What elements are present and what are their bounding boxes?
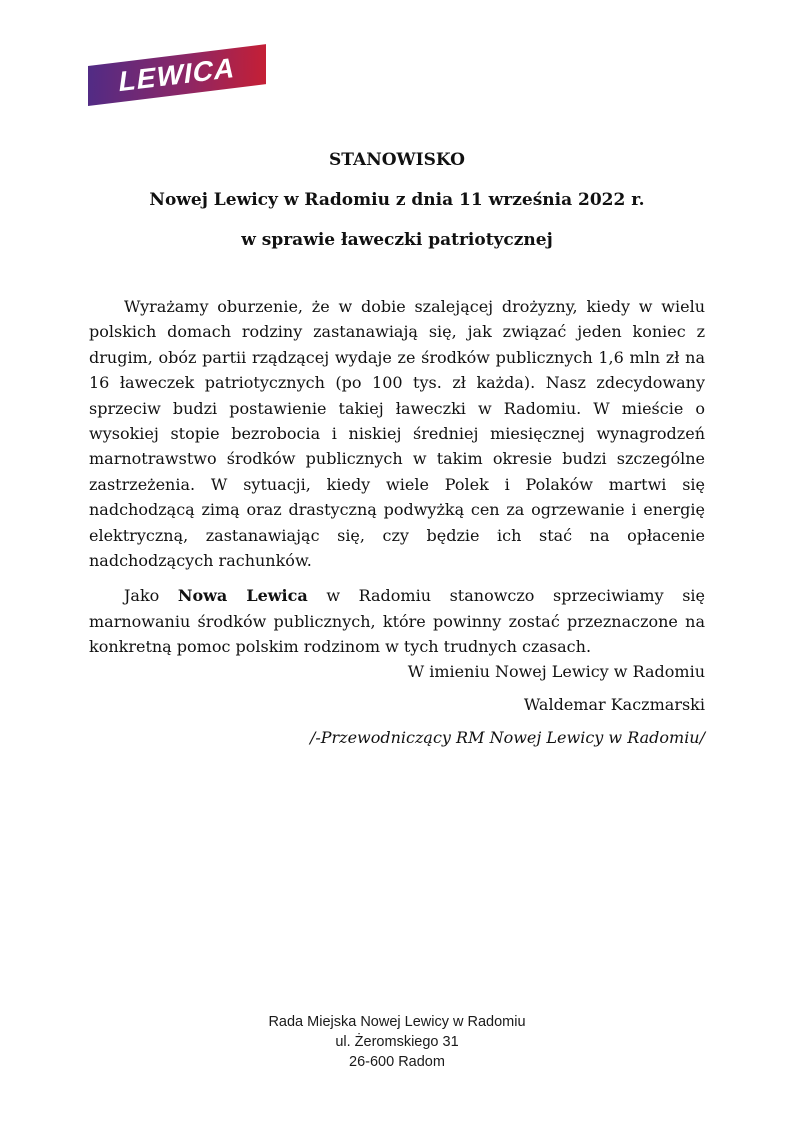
paragraph-2-rest: w Radomiu stanowczo sprzeciwiamy się marnowaniu środków publicznych, które powinny zostać przeznaczone na konkretną pomoc polskim rodzinom w tych trudnych czasach. xyxy=(89,586,705,657)
title-line-stanowisko: STANOWISKO xyxy=(329,150,465,170)
lewica-logo-text: LEWICA xyxy=(116,51,238,98)
paragraph-2-bold-party-name: Nowa Lewica xyxy=(177,586,308,606)
signature-role: /-Przewodniczący RM Nowej Lewicy w Radomiu/ xyxy=(309,728,705,747)
lewica-logo xyxy=(88,44,266,106)
footer-street: ul. Żeromskiego 31 xyxy=(335,1034,459,1050)
title-line-subject: w sprawie ławeczki patriotycznej xyxy=(241,230,553,250)
signature-on-behalf: W imieniu Nowej Lewicy w Radomiu xyxy=(407,662,705,681)
paragraph-2 xyxy=(89,583,705,659)
footer-address xyxy=(0,1012,794,1072)
signature-block xyxy=(89,655,705,754)
signature-name: Waldemar Kaczmarski xyxy=(523,695,705,714)
document-body xyxy=(89,294,705,670)
footer-org-name: Rada Miejska Nowej Lewicy w Radomiu xyxy=(268,1014,526,1030)
footer-city: 26-600 Radom xyxy=(349,1054,445,1070)
document-title-block xyxy=(0,140,794,260)
paragraph-1: Wyrażamy oburzenie, że w dobie szalejącej drożyzny, kiedy w wielu polskich domach rodziny zastanawiają się, jak związać jeden koniec z drugim, obóz partii rządzącej wydaje ze środków publicznych 1,6 mln zł na 16 ławeczek patriotycznych (po 100 tys. zł każda). Nasz zdecydowany sprzeciw budzi postawienie takiej ławeczki w Radomiu. W mieście o wysokiej stopie bezrobocia i niskiej średniej miesięcznej wynagrodzeń marnotrawstwo środków publicznych w takim okresie budzi szczególne zastrzeżenia. W sytuacji, kiedy wiele Polek i Polaków martwi się nadchodzącą zimą oraz drastyczną podwyżką cen za ogrzewanie i energię elektryczną, zastanawiając się, czy będzie ich stać na opłacenie nadchodzących rachunków. xyxy=(89,297,705,571)
paragraph-2-prefix: Jako xyxy=(124,586,178,606)
title-line-date: Nowej Lewicy w Radomiu z dnia 11 września 2022 r. xyxy=(149,190,645,210)
